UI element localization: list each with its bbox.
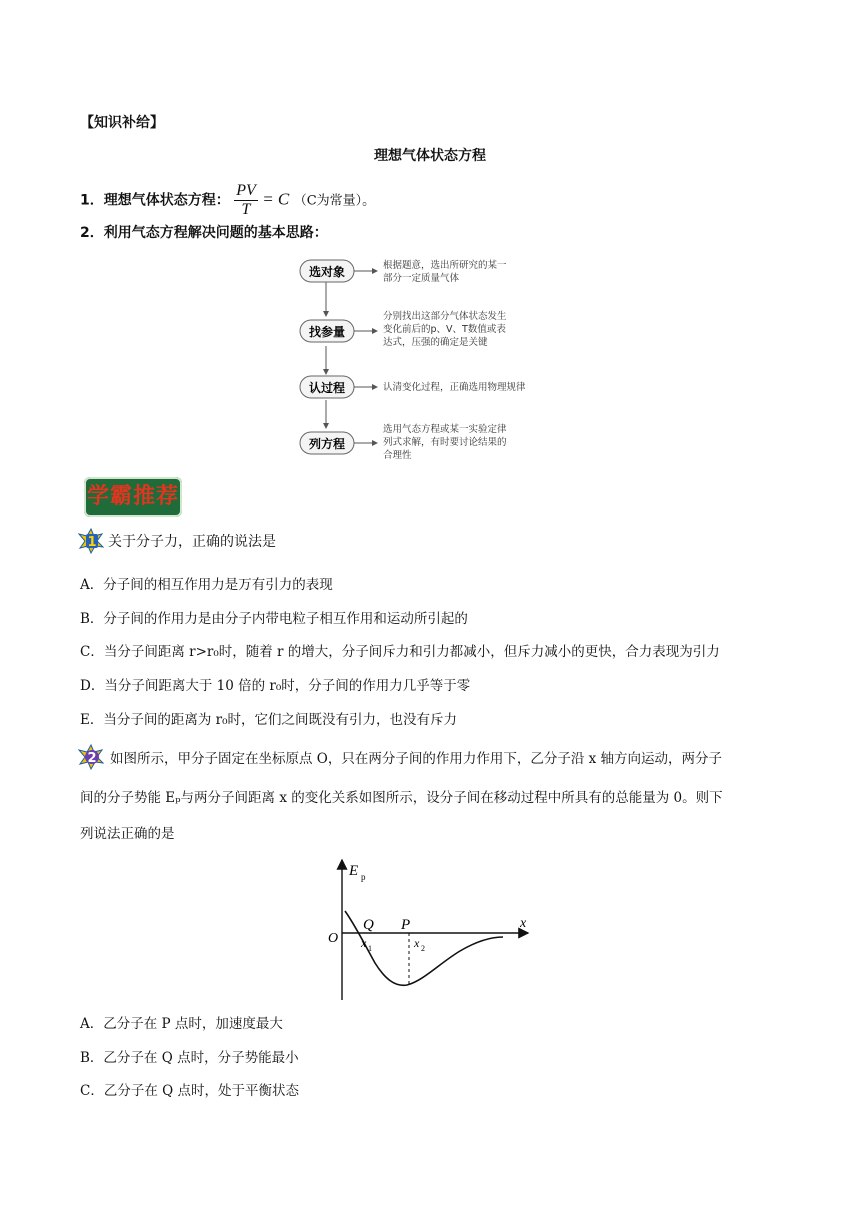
flow-desc: 列式求解，有时要讨论结果的 bbox=[383, 437, 507, 448]
question-number-icon bbox=[78, 744, 104, 770]
q1-option-a[interactable]: A．分子间的相互作用力是万有引力的表现 bbox=[80, 577, 333, 593]
flow-box-label: 列方程 bbox=[308, 437, 346, 451]
flow-desc: 认清变化过程，正确选用物理规律 bbox=[383, 382, 526, 393]
x2-label: x bbox=[414, 936, 420, 950]
q2-stem-line-1: 如图所示，甲分子固定在坐标原点 O，只在两分子间的作用力作用下，乙分子沿 x 轴方向运动，两分子 bbox=[110, 751, 723, 767]
flowchart bbox=[297, 252, 543, 468]
flow-desc: 变化前后的p、V、T数值或表 bbox=[383, 324, 506, 335]
point-1 bbox=[80, 182, 375, 219]
point-2-label: 2．利用气态方程解决问题的基本思路： bbox=[80, 225, 328, 241]
flow-desc: 部分一定质量气体 bbox=[383, 273, 460, 284]
x2-sub: 2 bbox=[421, 944, 425, 953]
formula-denominator: T bbox=[241, 201, 251, 218]
y-axis-label: E bbox=[349, 863, 359, 879]
q2-stem-line-2: 间的分子势能 Eₚ与两分子间距离 x 的变化关系如图所示，设分子间在移动过程中所具有的总能量为 0。则下 bbox=[80, 790, 723, 806]
page-title: 理想气体状态方程 bbox=[374, 148, 486, 164]
x-axis-label: x bbox=[520, 916, 527, 931]
x1-label: x bbox=[361, 936, 367, 950]
x1-sub: 1 bbox=[368, 944, 372, 953]
formula-numerator: PV bbox=[236, 182, 256, 199]
formula-rhs: = C bbox=[262, 189, 290, 209]
q2-option-b[interactable]: B．乙分子在 Q 点时，分子势能最小 bbox=[80, 1050, 299, 1066]
recommend-badge bbox=[84, 477, 182, 517]
q2-option-c[interactable]: C．乙分子在 Q 点时，处于平衡状态 bbox=[80, 1083, 299, 1099]
q1-stem: 关于分子力，正确的说法是 bbox=[108, 534, 276, 550]
question-number-icon bbox=[78, 528, 104, 554]
flow-step-2 bbox=[300, 310, 507, 348]
point-q-label: Q bbox=[363, 917, 374, 933]
flow-box-label: 认过程 bbox=[308, 381, 346, 395]
q1-option-d[interactable]: D．当分子间距离大于 10 倍的 r₀时，分子间的作用力几乎等于零 bbox=[80, 678, 471, 694]
q1-option-b[interactable]: B．分子间的作用力是由分子内带电粒子相互作用和运动所引起的 bbox=[80, 611, 468, 627]
formula-note: （C为常量）。 bbox=[293, 193, 376, 209]
flow-box-label: 找参量 bbox=[308, 325, 346, 339]
flow-step-4 bbox=[300, 423, 507, 461]
badge-label: 学霸推荐 bbox=[86, 484, 179, 509]
flow-desc: 选用气态方程或某一实验定律 bbox=[383, 424, 507, 435]
q1-option-c[interactable]: C．当分子间距离 r>r₀时，随着 r 的增大，分子间斥力和引力都减小，但斥力减小的更快，合力表现为引力 bbox=[80, 644, 720, 660]
flow-desc: 分别找出这部分气体状态发生 bbox=[383, 311, 507, 322]
potential-energy-graph bbox=[325, 855, 540, 1005]
q1-option-e[interactable]: E．当分子间的距离为 r₀时，它们之间既没有引力，也没有斥力 bbox=[80, 712, 458, 728]
q2-stem-line-3: 列说法正确的是 bbox=[80, 826, 175, 842]
flow-step-3 bbox=[300, 376, 526, 398]
svg-text:1: 1 bbox=[87, 535, 97, 550]
point-p-label: P bbox=[401, 917, 411, 933]
flow-box-label: 选对象 bbox=[308, 265, 346, 279]
flow-desc: 合理性 bbox=[383, 450, 412, 461]
q2-option-a[interactable]: A．乙分子在 P 点时，加速度最大 bbox=[80, 1016, 283, 1032]
origin-label: O bbox=[328, 931, 339, 946]
formula-fraction bbox=[234, 182, 258, 219]
y-axis-sub: p bbox=[361, 872, 366, 882]
section-header: 【知识补给】 bbox=[80, 115, 164, 131]
flow-step-1 bbox=[300, 259, 507, 284]
flow-desc: 达式，压强的确定是关键 bbox=[383, 337, 488, 348]
svg-text:2: 2 bbox=[87, 751, 97, 766]
point-1-label: 1．理想气体状态方程： bbox=[80, 192, 230, 209]
flow-desc: 根据题意，选出所研究的某一 bbox=[383, 260, 507, 271]
